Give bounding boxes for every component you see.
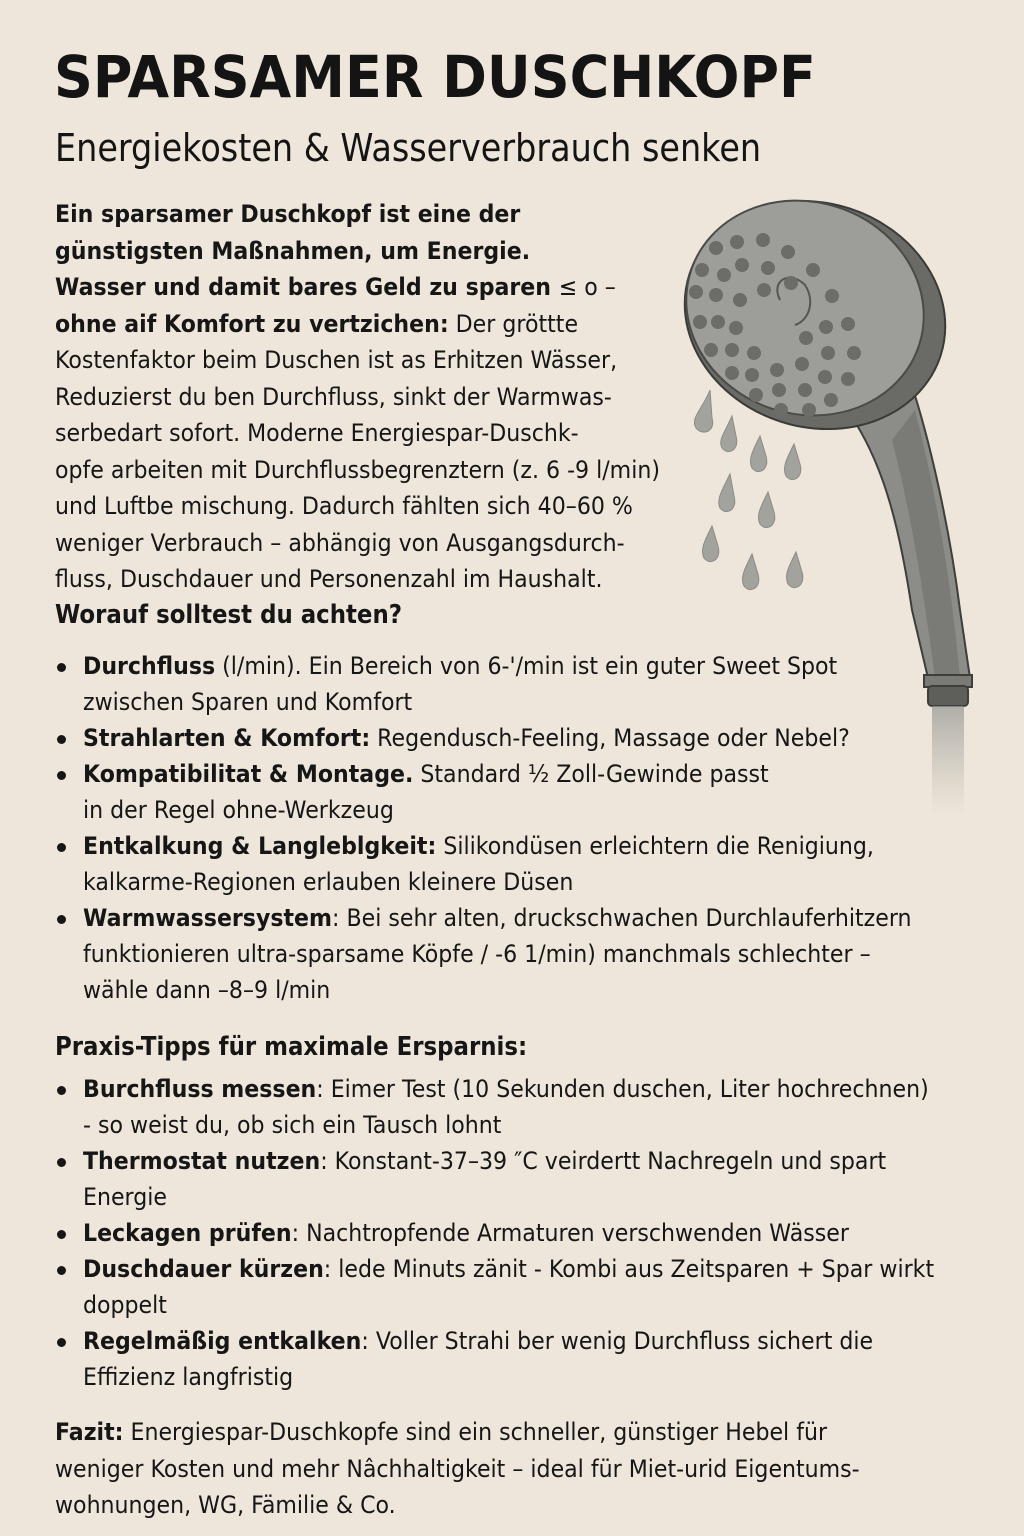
intro-text: und Luftbe mischung. Dadurch fählten sich 40–60 % [55,492,633,520]
tips-list [55,1071,1015,1395]
intro-bold: Ein sparsamer Duschkopf ist eine der [55,200,521,228]
item-text: : Nachtropfende Armaturen verschwenden Wässer [291,1219,849,1247]
list-item [55,1323,1015,1395]
intro-text: weniger Verbrauch – abhängig von Ausgangsdurch- [55,528,625,557]
list-item [55,828,1015,900]
list-item [55,1251,1015,1323]
intro-text: Kostenfaktor beim Duschen ist as Erhitzen Wässer, [55,346,618,374]
intro-bold: ohne aif Komfort zu vertzichen: [55,309,449,338]
item-text: (l/min). Ein Bereich von 6-'/min ist ein guter Sweet Spot [215,652,838,680]
page-title: SPARSAMER DUSCHKOPF [54,43,816,111]
item-text: in der Regel ohne-Werkzeug [83,796,394,824]
item-text: funktionieren ultra-sparsame Köpfe / -6 1/min) manchmals schlechter – [83,940,871,968]
intro-line [55,233,717,270]
intro-line [55,525,717,562]
list-item [55,1071,1015,1143]
item-label: Regelmäßig entkalken [83,1327,362,1355]
intro-bold: Wasser und damit bares Geld zu sparen [55,273,559,301]
item-label: Thermostat nutzen [83,1147,321,1175]
bullet-icon [57,663,66,672]
item-label: Leckagen prüfen [83,1219,292,1247]
item-text: Regendusch-Feeling, Massage oder Nebel? [370,724,850,752]
item-text: wähle dann –8–9 l/min [83,976,331,1004]
item-text: - so weist du, ob sich ein Tausch lohnt [83,1111,502,1139]
bullet-icon [57,843,66,852]
intro-text: ≤ o – [558,273,616,301]
list-item [55,1143,1015,1215]
bullet-icon [57,771,66,780]
conclusion-text: Energiespar-Duschkopfe sind ein schneller, günstiger Hebel für [123,1418,828,1446]
bullet-icon [57,1086,66,1095]
item-text: Energie [83,1183,167,1211]
shower-head-icon [660,190,1024,830]
item-label: Warmwassersystem [83,904,333,932]
list-item [55,900,1015,1008]
item-label: Burchfluss messen [83,1075,317,1103]
item-text: : lede Minuts zänit - Kombi aus Zeitsparen + Spar wirkt [323,1255,935,1283]
bullet-icon [57,735,66,744]
intro-line [55,561,717,598]
conclusion-label: Fazit: [55,1418,124,1446]
page-subtitle: Energiekosten & Wasserverbrauch senken [55,126,762,170]
intro-text: fluss, Duschdauer und Personenzahl im Haushalt. [55,565,603,593]
intro-line [55,452,717,489]
list-item [55,1215,1015,1251]
intro-line [55,488,717,525]
section-heading-checklist: Worauf solltest du achten? [55,600,403,630]
bullet-icon [57,1230,66,1239]
section-heading-tips: Praxis-Tipps für maximale Ersparnis: [55,1032,528,1062]
bullet-icon [57,915,66,924]
intro-line [55,196,717,233]
item-label: Kompatibilitat & Montage. [83,760,414,788]
conclusion-text: wohnungen, WG, Fämilie & Co. [55,1491,396,1519]
item-text: Silikondüsen erleichtern die Renigiung, [436,832,874,860]
item-text: : Bei sehr alten, druckschwachen Durchlauferhitzern [332,904,912,932]
intro-text: Reduzierst du ben Durchfluss, sinkt der Warmwas- [55,382,612,411]
intro-line [55,306,717,343]
item-text: : Eimer Test (10 Sekunden duschen, Liter hochrechnen) [316,1075,929,1103]
intro-text: opfe arbeiten mit Durchflussbegrenztern (z. 6 -9 l/min) [55,455,660,484]
intro-line [55,379,717,416]
item-text: Effizienz langfristig [83,1363,294,1391]
bullet-icon [57,1266,66,1275]
item-label: Durchfluss [83,652,216,680]
item-text: doppelt [83,1291,167,1319]
item-text: Standard ½ Zoll-Gewinde passt [413,760,769,788]
intro-text: Der gröttte [448,309,579,338]
item-label: Entkalkung & Langleblgkeit: [83,832,437,860]
bullet-icon [57,1338,66,1347]
conclusion-paragraph [55,1414,995,1524]
intro-line [55,269,717,306]
item-label: Duschdauer kürzen [83,1255,324,1283]
item-label: Strahlarten & Komfort: [83,724,371,752]
bullet-icon [57,1158,66,1167]
item-text: : Voller Strahi ber wenig Durchfluss sichert die [361,1327,874,1355]
item-text: kalkarme-Regionen erlauben kleinere Düsen [83,868,574,896]
item-text: : Konstant-37–39 ″C veirdertt Nachregeln und spart [320,1147,887,1175]
item-text: zwischen Sparen und Komfort [83,688,413,716]
shower-head-illustration [660,190,1024,830]
intro-line [55,415,717,452]
intro-bold: günstigsten Maßnahmen, um Energie. [55,236,531,265]
conclusion-text: weniger Kosten und mehr Nâchhaltigkeit – ideal für Miet-urid Eigentums- [55,1454,860,1483]
intro-text: serbedart sofort. Moderne Energiespar-Duschk- [55,419,579,447]
intro-line [55,342,717,379]
